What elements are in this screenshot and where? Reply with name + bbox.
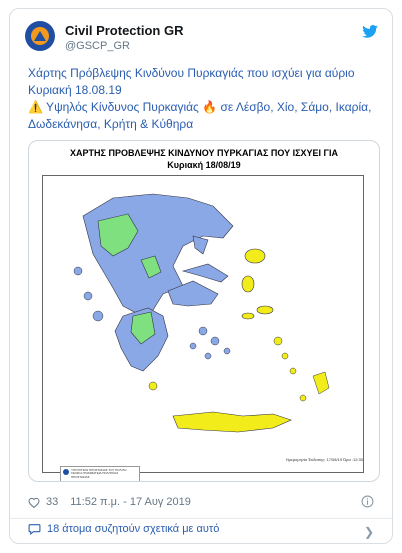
info-icon[interactable] [361, 495, 374, 508]
greece-map [43, 176, 363, 472]
tweet-text [28, 65, 378, 133]
reply-bubble-icon [28, 523, 41, 535]
avatar[interactable] [25, 21, 55, 51]
twitter-bird-icon[interactable] [362, 25, 378, 38]
map-title-line1: ΧΑΡΤΗΣ ΠΡΟΒΛΕΨΗΣ ΚΙΝΔΥΝΟΥ ΠΥΡΚΑΓΙΑΣ ΠΟΥ ΙΣΧΥΕΙ ΓΙΑ [70, 148, 338, 158]
conversation-link[interactable] [28, 523, 219, 535]
map-legend [60, 466, 140, 482]
legend-title [61, 480, 139, 482]
map-title-date: Κυριακή 18/08/19 [167, 160, 241, 170]
tweet-text-line1: Χάρτης Πρόβλεψης Κινδύνου Πυρκαγιάς που ισχύει για αύριο Κυριακή 18.08.19 [28, 66, 355, 97]
issue-date-note: Ημερομηνία Έκδοσης: 17/08/19 Ώρα :12:30 [285, 457, 363, 462]
conversation-link-label[interactable]: 18 άτομα συζητούν σχετικά με αυτό [47, 523, 220, 535]
tweet-image-fire-risk-map[interactable] [28, 140, 380, 482]
account-handle[interactable]: @GSCP_GR [65, 40, 130, 52]
tweet-timestamp[interactable]: 11:52 π.μ. - 17 Αυγ 2019 [70, 496, 191, 508]
divider [10, 518, 392, 519]
tweet-text-line2: ⚠️ Υψηλός Κίνδυνος Πυρκαγιάς 🔥 σε Λέσβο, Χίο, Σάμο, Ικαρία, Δωδεκάνησα, Κρήτη & Κύθηρα [28, 100, 372, 131]
map-frame [42, 175, 364, 479]
map-title [29, 147, 379, 171]
legend-header: ΥΠΟΥΡΓΕΙΟ ΠΡΟΣΤΑΣΙΑΣ ΤΟΥ ΠΟΛΙΤΗ ΓΕΝΙΚΗ ΓΡΑΜΜΑΤΕΙΑ ΠΟΛΙΤΙΚΗΣ ΠΡΟΣΤΑΣΙΑΣ [71, 468, 127, 479]
chevron-right-icon[interactable]: ❯ [363, 525, 374, 539]
tweet-meta [28, 496, 191, 508]
account-name[interactable]: Civil Protection GR [65, 23, 184, 38]
tweet-card[interactable] [9, 8, 393, 544]
ministry-logo-icon [63, 469, 69, 475]
like-count[interactable]: 33 [46, 496, 59, 508]
like-heart-icon[interactable] [28, 497, 40, 508]
